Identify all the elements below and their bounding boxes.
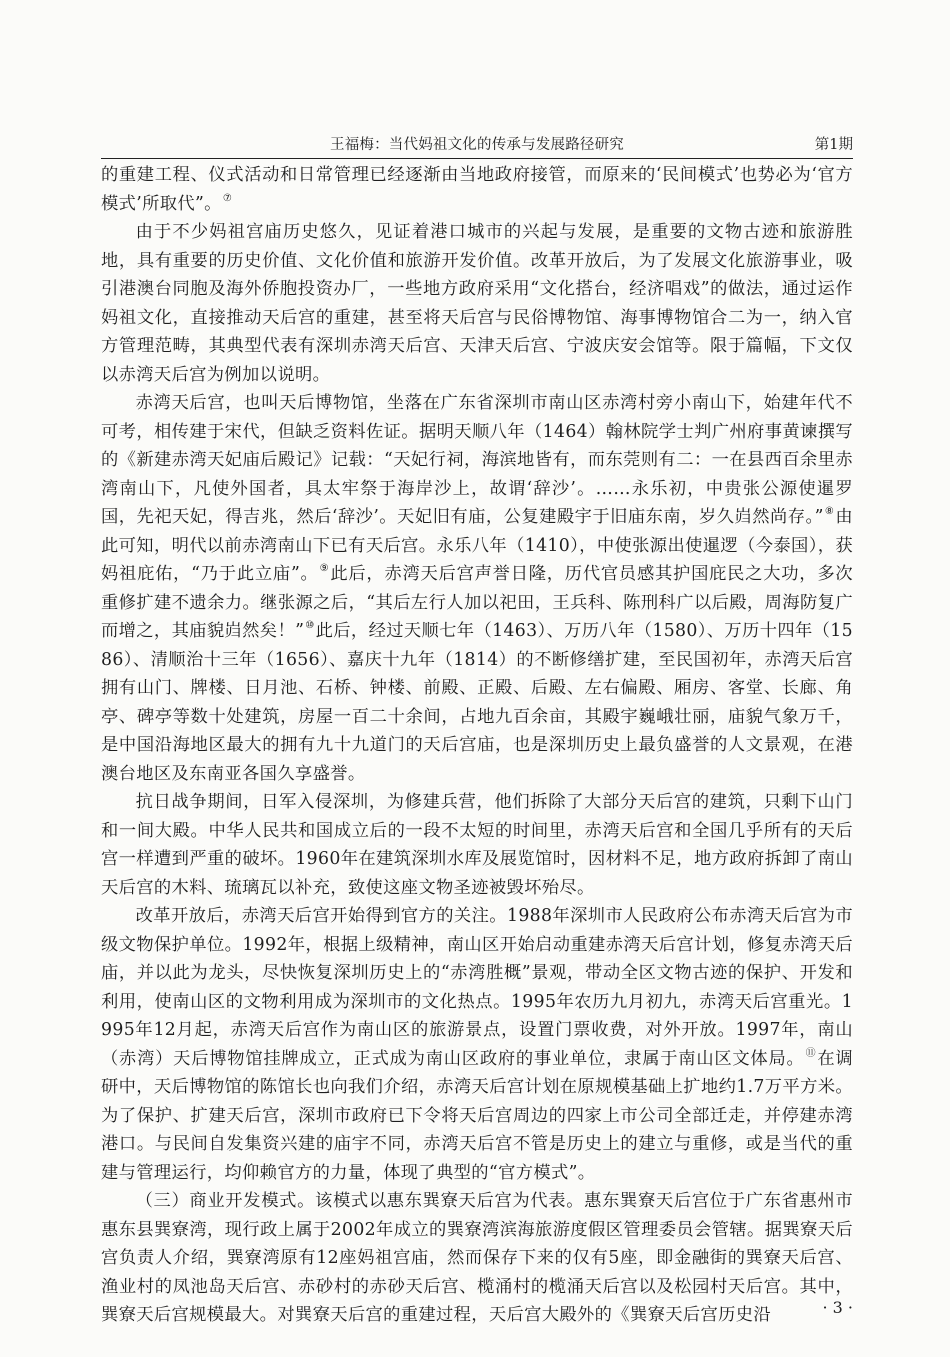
footnote-ref[interactable]: ⑩ [305, 620, 315, 631]
body-paragraph [101, 161, 853, 218]
page-number: · 3 · [822, 1298, 853, 1317]
paragraph-text: 改革开放后，赤湾天后宫开始得到官方的关注。1988年深圳市人民政府公布赤湾天后宫为市级文物保护单位。1992年，根据上级精神，南山区开始启动重建赤湾天后宫计划，修复赤湾天后庙，并以此为龙头，尽快恢复深圳历史上的“赤湾胜概”景观，带动全区文物古迹的保护、开发和利用，使南山区的文物利用成为深圳市的文化热点。1995年农历九月初九，赤湾天后宫重光。1995年12月起，赤湾天后宫作为南山区的旅游景点，设置门票收费，对外开放。1997年，南山（赤湾）天后博物馆挂牌成立，正式成为南山区政府的事业单位，隶属于南山区文体局。 [101, 906, 853, 1069]
paragraph-text: 由于不少妈祖宫庙历史悠久，见证着港口城市的兴起与发展，是重要的文物古迹和旅游胜地，具有重要的历史价值、文化价值和旅游开发价值。改革开放后，为了发展文化旅游事业，吸引港澳台同胞及海外侨胞投资办厂，一些地方政府采用“文化搭台，经济唱戏”的做法，通过运作妈祖文化，直接推动天后宫的重建，甚至将天后宫与民俗博物馆、海事博物馆合二为一，纳入官方管理范畴，其典型代表有深圳赤湾天后宫、天津天后宫、宁波庆安会馆等。限于篇幅，下文仅以赤湾天后宫为例加以说明。 [101, 222, 853, 385]
footnote-ref[interactable]: ⑨ [319, 563, 330, 574]
footnote-ref[interactable]: ⑪ [805, 1047, 817, 1059]
paragraph-text: 此后，赤湾天后宫声誉日隆，历代官员感其护国庇民之大功，多次重修扩建不遗余力。继张源之后，“其后左行人加以祀田，王兵科、陈刑科广以后殿，周海防复广而增之，其庙貌岿然矣！” [101, 564, 853, 641]
running-title: 王福梅：当代妈祖文化的传承与发展路径研究 [330, 137, 624, 153]
body-paragraph [101, 1187, 853, 1330]
running-header [101, 134, 853, 156]
paragraph-text: 赤湾天后宫，也叫天后博物馆，坐落在广东省深圳市南山区赤湾村旁小南山下，始建年代不可考，相传建于宋代，但缺乏资料佐证。据明天顺八年（1464）翰林院学士判广州府事黄谏撰写的《新建赤湾天妃庙后殿记》记载：“天妃行祠，海滨地皆有，而东莞则有二：一在县西百余里赤湾南山下，凡使外国者，具太牢祭于海岸沙上，故谓‘辞沙’。……永乐初，中贵张公源使暹罗国，先祀天妃，得吉兆，然后‘辞沙’。天妃旧有庙，公复建殿宇于旧庙东南，岁久岿然尚存。” [101, 393, 853, 527]
paragraph-text: 此后，经过天顺七年（1463）、万历八年（1580）、万历十四年（1586）、清顺治十三年（1656）、嘉庆十九年（1814）的不断修缮扩建，至民国初年，赤湾天后宫拥有山门、牌楼、日月池、石桥、钟楼、前殿、正殿、后殿、左右偏殿、厢房、客堂、长廊、角亭、碑亭等数十处建筑，房屋一百二十余间，占地九百余亩，其殿宇巍峨壮丽，庙貌气象万千，是中国沿海地区最大的拥有九十九道门的天后宫庙，也是深圳历史上最负盛誉的人文景观，在港澳台地区及东南亚各国久享盛誉。 [101, 621, 853, 784]
paragraph-text: 在调研中，天后博物馆的陈馆长也向我们介绍，赤湾天后宫计划在原规模基础上扩地约1.7万平方米。为了保护、扩建天后宫，深圳市政府已下令将天后宫周边的四家上市公司全部迁走，并停建赤湾港口。与民间自发集资兴建的庙宇不同，赤湾天后宫不管是历史上的建立与重修，或是当代的重建与管理运行，均仰赖官方的力量，体现了典型的“官方模式”。 [101, 1048, 853, 1183]
body-paragraph [101, 218, 853, 389]
paragraph-text: （三）商业开发模式。该模式以惠东巽寮天后宫为代表。惠东巽寮天后宫位于广东省惠州市惠东县巽寮湾，现行政上属于2002年成立的巽寮湾滨海旅游度假区管理委员会管辖。据巽寮天后宫负责人介绍，巽寮湾原有12座妈祖宫庙，然而保存下来的仅有5座，即金融街的巽寮天后宫、渔业村的凤池岛天后宫、赤砂村的赤砂天后宫、榄涌村的榄涌天后宫以及松园村天后宫。其中，巽寮天后宫规模最大。对巽寮天后宫的重建过程，天后宫大殿外的《巽寮天后宫历史沿 [101, 1191, 853, 1325]
paragraph-text: 抗日战争期间，日军入侵深圳，为修建兵营，他们拆除了大部分天后宫的建筑，只剩下山门和一间大殿。中华人民共和国成立后的一段不太短的时间里，赤湾天后宫和全国几乎所有的天后宫一样遭到严重的破坏。1960年在建筑深圳水库及展览馆时，因材料不足，地方政府拆卸了南山天后宫的木料、琉璃瓦以补充，致使这座文物圣迹被毁坏殆尽。 [101, 792, 853, 898]
footnote-ref[interactable]: ⑧ [824, 506, 835, 517]
article-body [101, 161, 853, 1330]
footnote-ref[interactable]: ⑦ [222, 192, 233, 204]
header-rule [101, 158, 853, 159]
body-paragraph [101, 902, 853, 1187]
body-paragraph [101, 788, 853, 902]
issue-label: 第1期 [814, 137, 853, 153]
paragraph-text: 的重建工程、仪式活动和日常管理已经逐渐由当地政府接管，而原来的‘民间模式’也势必为‘官方模式’所取代”。 [101, 165, 853, 214]
paragraph-text: 由此可知，明代以前赤湾南山下已有天后宫。永乐八年（1410），中使张源出使暹逻（今泰国），获妈祖庇佑，“乃于此立庙”。 [101, 507, 853, 584]
body-paragraph [101, 389, 853, 788]
